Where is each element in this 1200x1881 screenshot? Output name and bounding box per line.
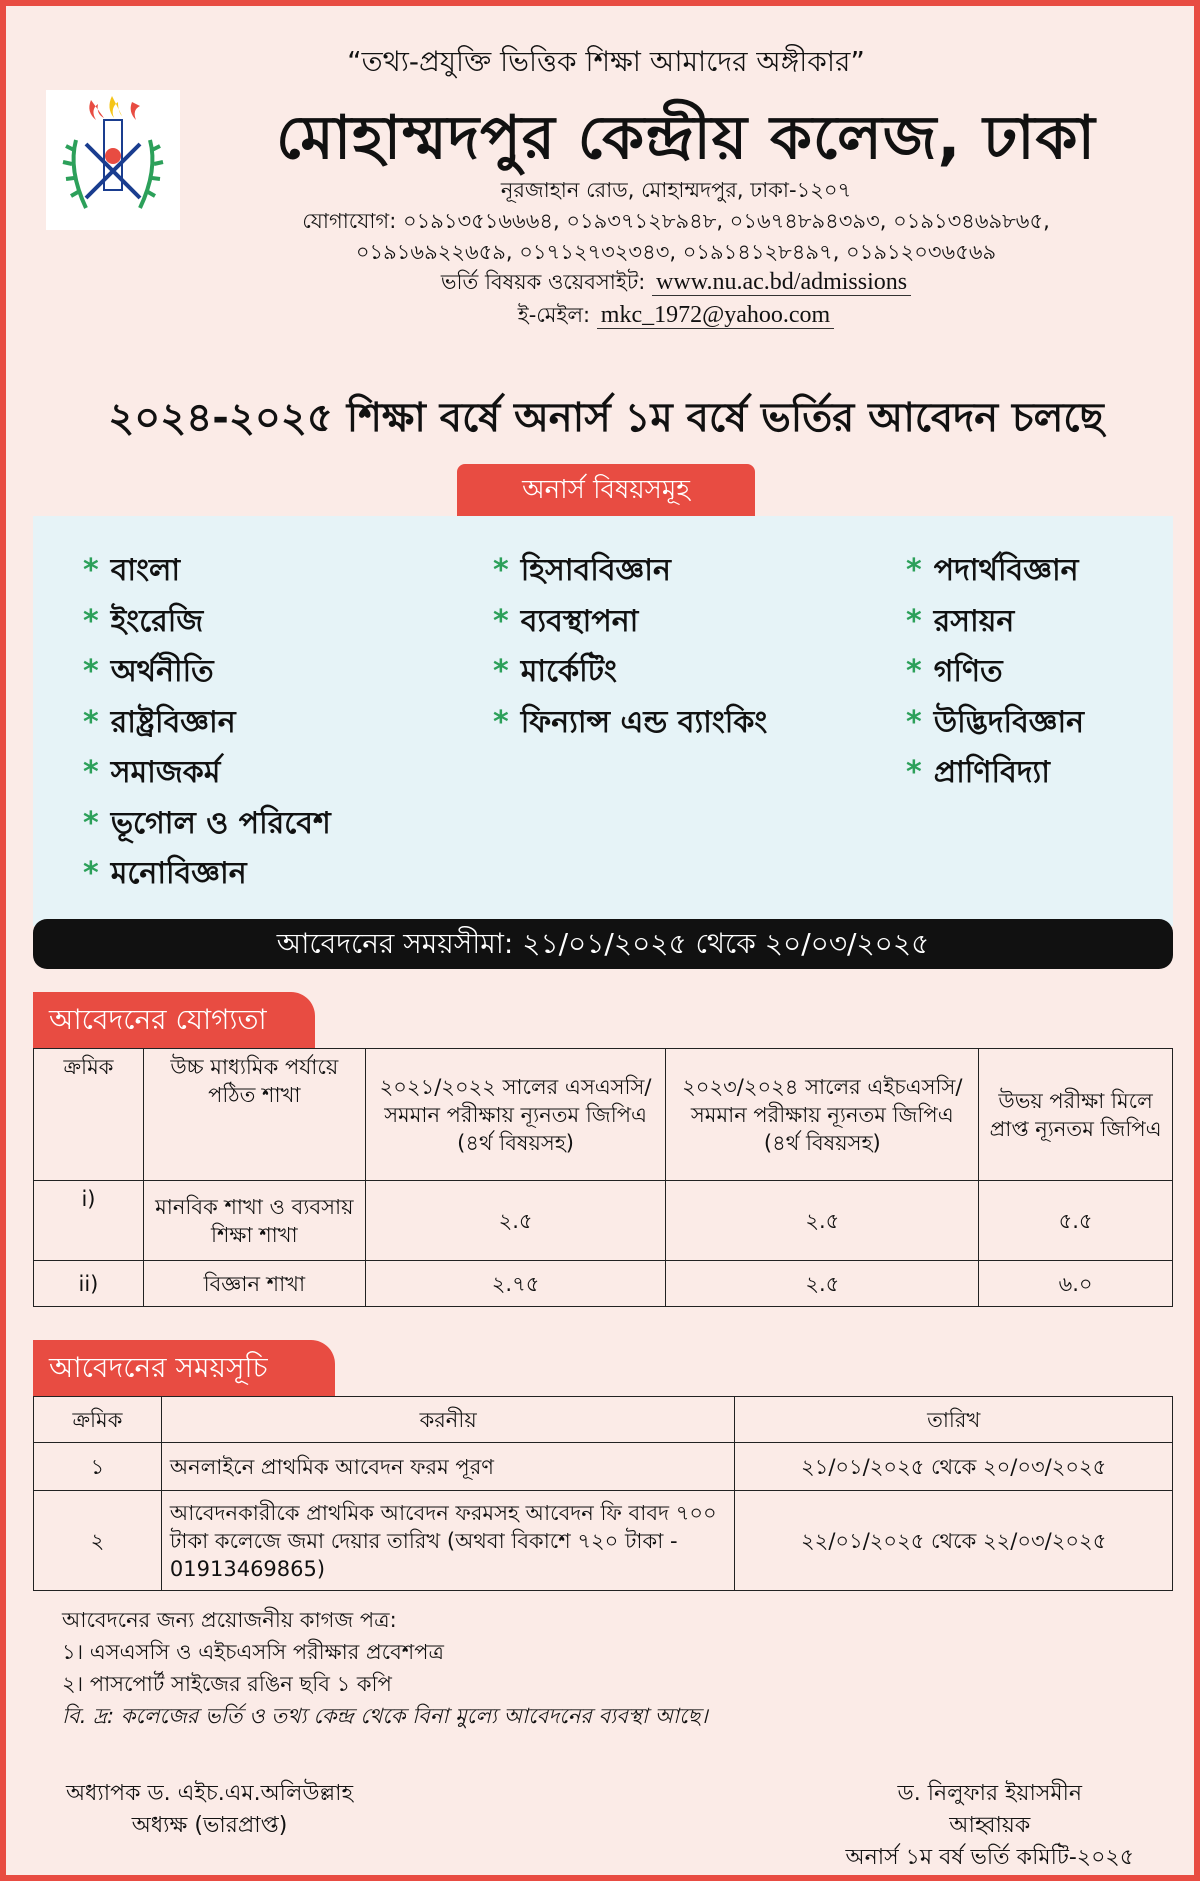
signature-principal (66, 1778, 353, 1842)
requirements-title: আবেদনের জন্য প্রয়োজনীয় কাগজ পত্র: (62, 1608, 397, 1632)
college-name: মোহাম্মদপুর কেন্দ্রীয় কলেজ, ঢাকা (276, 103, 1096, 173)
principal-title: অধ্যক্ষ (ভারপ্রাপ্ত) (131, 1813, 288, 1838)
subject-item: * ইংরেজি (83, 603, 204, 639)
table-header-row (34, 1049, 1173, 1181)
subject-item: * রসায়ন (906, 603, 1015, 639)
column-header: ক্রমিক (34, 1049, 144, 1181)
website-label: ভর্তি বিষয়ক ওয়েবসাইট: (440, 270, 646, 294)
bullet-icon: * (906, 704, 922, 740)
requirement-item: ২। পাসপোর্ট সাইজের রঙিন ছবি ১ কপি (62, 1672, 392, 1696)
subject-item: * পদার্থবিজ্ঞান (906, 553, 1079, 588)
requirement-item: ১। এসএসসি ও এইচএসসি পরীক্ষার প্রবেশপত্র (62, 1640, 444, 1664)
bullet-icon: * (83, 603, 99, 639)
eligibility-table (33, 1048, 1173, 1307)
bullet-icon: * (906, 755, 922, 790)
bullet-icon: * (493, 603, 509, 639)
eligibility-tag: আবেদনের যোগ্যতা (33, 992, 315, 1048)
subject-item: * প্রাণিবিদ্যা (906, 755, 1050, 790)
bullet-icon: * (906, 553, 922, 588)
table-row: ২ আবেদনকারীকে প্রাথমিক আবেদন ফরমসহ আবেদন ফি বাবদ ৭০০ টাকা কলেজে জমা দেয়ার তারিখ (অথবা বিকাশে ৭২০ টাকা - 01913469865) ২২/০১/২০২৫ থেকে ২২/০৩/২০২৫ (34, 1491, 1173, 1591)
subjects-box (33, 516, 1173, 926)
subjects-column-2 (493, 546, 767, 748)
requirements-note: বি. দ্র: কলেজের ভর্তি ও তথ্য কেন্দ্র থেকে বিনা মুল্যে আবেদনের ব্যবস্থা আছে। (62, 1704, 708, 1728)
contact-line-2: ০১৯১৬৯২২৬৫৯, ০১৭১২৭৩২৩৪৩, ০১৯১৪১২৮৪৯৭, ০১৯১২০৩৬৫৬৯ (355, 240, 997, 264)
subjects-column-1 (83, 546, 331, 900)
subject-item: * হিসাববিজ্ঞান (493, 553, 671, 588)
column-header: ২০২১/২০২২ সালের এসএসসি/সমমান পরীক্ষায় ন্যূনতম জিপিএ (৪র্থ বিষয়সহ) (365, 1049, 666, 1181)
contact-line-1: যোগাযোগ: ০১৯১৩৫১৬৬৬৪, ০১৯৩৭১২৮৯৪৮, ০১৬৭৪৮৯৪৩৯৩, ০১৯১৩৪৬৯৮৬৫, (302, 209, 1050, 233)
column-header: করনীয় (161, 1397, 734, 1443)
bullet-icon: * (493, 704, 509, 740)
table-header-row (34, 1397, 1173, 1443)
headline: ২০২৪-২০২৫ শিক্ষা বর্ষে অনার্স ১ম বর্ষে ভর্তির আবেদন চলছে (108, 395, 1104, 441)
email-row (156, 301, 1196, 329)
subject-item: * অর্থনীতি (83, 654, 214, 689)
bullet-icon: * (906, 603, 922, 639)
requirements (62, 1604, 708, 1732)
column-header: ২০২৩/২০২৪ সালের এইচএসসি/সমমান পরীক্ষায় ন্যূনতম জিপিএ (৪র্থ বিষয়সহ) (666, 1049, 979, 1181)
bullet-icon: * (83, 553, 99, 588)
convener-title: আহ্বায়ক (949, 1813, 1031, 1838)
subject-item: * ব্যবস্থাপনা (493, 603, 639, 639)
column-header: ক্রমিক (34, 1397, 162, 1443)
principal-name: অধ্যাপক ড. এইচ.এম.অলিউল্লাহ (66, 1781, 354, 1806)
committee-name: অনার্স ১ম বর্ষ ভর্তি কমিটি-২০২৫ (845, 1845, 1134, 1870)
deadline-bar: আবেদনের সময়সীমা: ২১/০১/২০২৫ থেকে ২০/০৩/২০২৫ (33, 919, 1173, 969)
column-header: উচ্চ মাধ্যমিক পর্যায়ে পঠিত শাখা (143, 1049, 365, 1181)
column-header: উভয় পরীক্ষা মিলে প্রাপ্ত ন্যূনতম জিপিএ (979, 1049, 1173, 1181)
subject-item: * ভূগোল ও পরিবেশ (83, 805, 331, 841)
website-link[interactable]: www.nu.ac.bd/admissions (652, 269, 911, 296)
website-row (156, 268, 1196, 296)
bullet-icon: * (83, 755, 99, 790)
schedule-tag: আবেদনের সময়সূচি (33, 1340, 335, 1396)
convener-name: ড. নিলুফার ইয়াসমীন (897, 1781, 1083, 1806)
subject-item: * বাংলা (83, 553, 181, 588)
email-label: ই-মেইল: (517, 303, 591, 327)
table-row: ii) বিজ্ঞান শাখা ২.৭৫ ২.৫ ৬.০ (34, 1261, 1173, 1307)
bullet-icon: * (83, 805, 99, 841)
signature-convener (846, 1778, 1134, 1874)
bullet-icon: * (493, 553, 509, 588)
table-row: ১ অনলাইনে প্রাথমিক আবেদন ফরম পূরণ ২১/০১/২০২৫ থেকে ২০/০৩/২০২৫ (34, 1443, 1173, 1491)
subject-item: * মার্কেটিং (493, 654, 617, 689)
bullet-icon: * (83, 704, 99, 740)
subject-item: * সমাজকর্ম (83, 755, 221, 790)
subjects-column-3 (906, 546, 1084, 799)
schedule-table (33, 1396, 1173, 1591)
table-row: i) মানবিক শাখা ও ব্যবসায় শিক্ষা শাখা ২.৫ ২.৫ ৫.৫ (34, 1181, 1173, 1261)
email-link[interactable]: mkc_1972@yahoo.com (597, 302, 834, 329)
address: নূরজাহান রোড, মোহাম্মদপুর, ঢাকা-১২০৭ (500, 178, 852, 202)
bullet-icon: * (906, 654, 922, 689)
bullet-icon: * (83, 654, 99, 689)
subject-item: * মনোবিজ্ঞান (83, 856, 247, 891)
bullet-icon: * (493, 654, 509, 689)
subject-item: * উদ্ভিদবিজ্ঞান (906, 704, 1085, 740)
subject-item: * রাষ্ট্রবিজ্ঞান (83, 704, 236, 740)
subjects-tag: অনার্স বিষয়সমূহ (457, 464, 755, 516)
column-header: তারিখ (735, 1397, 1173, 1443)
bullet-icon: * (83, 856, 99, 891)
subject-item: * গণিত (906, 654, 1003, 689)
subject-item: * ফিন্যান্স এন্ড ব্যাংকিং (493, 704, 768, 740)
motto: “তথ্য-প্রযুক্তি ভিত্তিক শিক্ষা আমাদের অঙ্গীকার” (347, 45, 865, 78)
